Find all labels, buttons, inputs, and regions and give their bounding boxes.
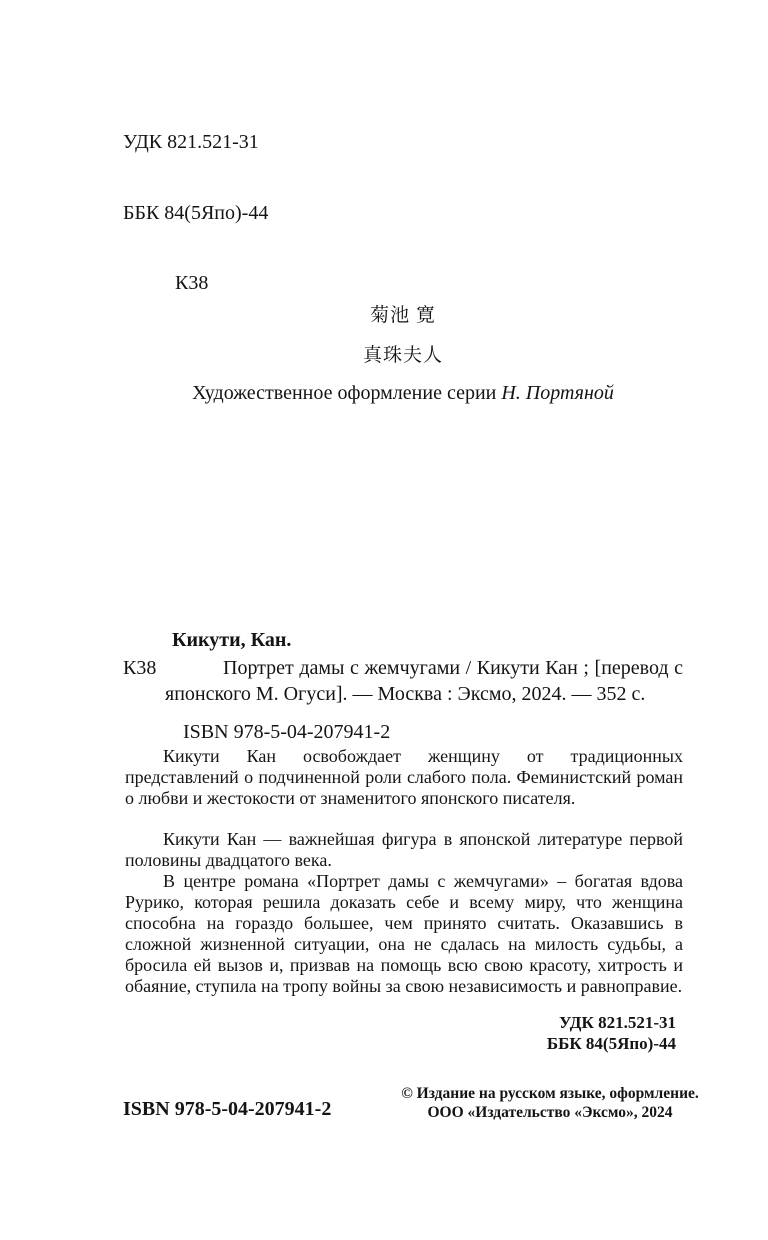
- annotation-paragraph-3: В центре романа «Портрет дамы с жемчугами» – богатая вдова Рурико, которая решила доказать себе и всему миру, что женщина способна на гораздо большее, чем принято считать. Оказавшись в сложной жизненной ситуации, она не сдалась на милость судьбы, а бросила ей вызов и, призвав на помощь всю свою красоту, хитрость и обаяние, ступила на тропу войны за свою независимость и равноправие.: [125, 871, 683, 996]
- copyright-notice: [383, 1085, 717, 1122]
- bib-author: Кикути, Кан.: [172, 629, 292, 651]
- bib-entry-text: Портрет дамы с жемчугами / Кикути Кан ; [перевод с японского М. Огуси]. — Москва : Эксмо, 2024. — 352 с.: [165, 657, 683, 705]
- japanese-block: [123, 296, 683, 376]
- author-name-japanese: 菊池 寛: [370, 305, 436, 326]
- series-designer-name: Н. Портяной: [501, 382, 614, 404]
- annotation-block: [125, 746, 683, 997]
- copyright-line-2: ООО «Издательство «Эксмо», 2024: [427, 1103, 673, 1121]
- footer-isbn: ISBN 978-5-04-207941-2: [123, 1098, 332, 1120]
- series-design-note: [123, 381, 683, 405]
- bbk-code: ББК 84(5Япо)-44: [123, 201, 269, 224]
- series-note-text: Художественное оформление серии: [192, 382, 497, 404]
- book-title-japanese: 真珠夫人: [362, 345, 443, 366]
- bib-isbn: ISBN 978-5-04-207941-2: [183, 721, 391, 743]
- bottom-classification-codes: [123, 1013, 676, 1054]
- udk-code: УДК 821.521-31: [123, 131, 259, 153]
- bib-entry: [123, 655, 683, 707]
- annotation-paragraph-2: Кикути Кан — важнейшая фигура в японской литературе первой половины двадцатого века.: [125, 829, 683, 870]
- bib-code: К38: [123, 657, 157, 679]
- annotation-paragraph-1: Кикути Кан освобождает женщину от традиционных представлений о подчиненной роли слабого пола. Феминистский роман о любви и жестокости от знаменитого японского писателя.: [125, 746, 683, 808]
- bottom-udk-code: УДК 821.521-31: [559, 1013, 676, 1032]
- book-classification-code: К38: [175, 272, 209, 294]
- bottom-bbk-code: ББК 84(5Япо)-44: [546, 1033, 676, 1053]
- bibliographic-record: [123, 628, 683, 744]
- copyright-line-1: © Издание на русском языке, оформление.: [401, 1085, 699, 1102]
